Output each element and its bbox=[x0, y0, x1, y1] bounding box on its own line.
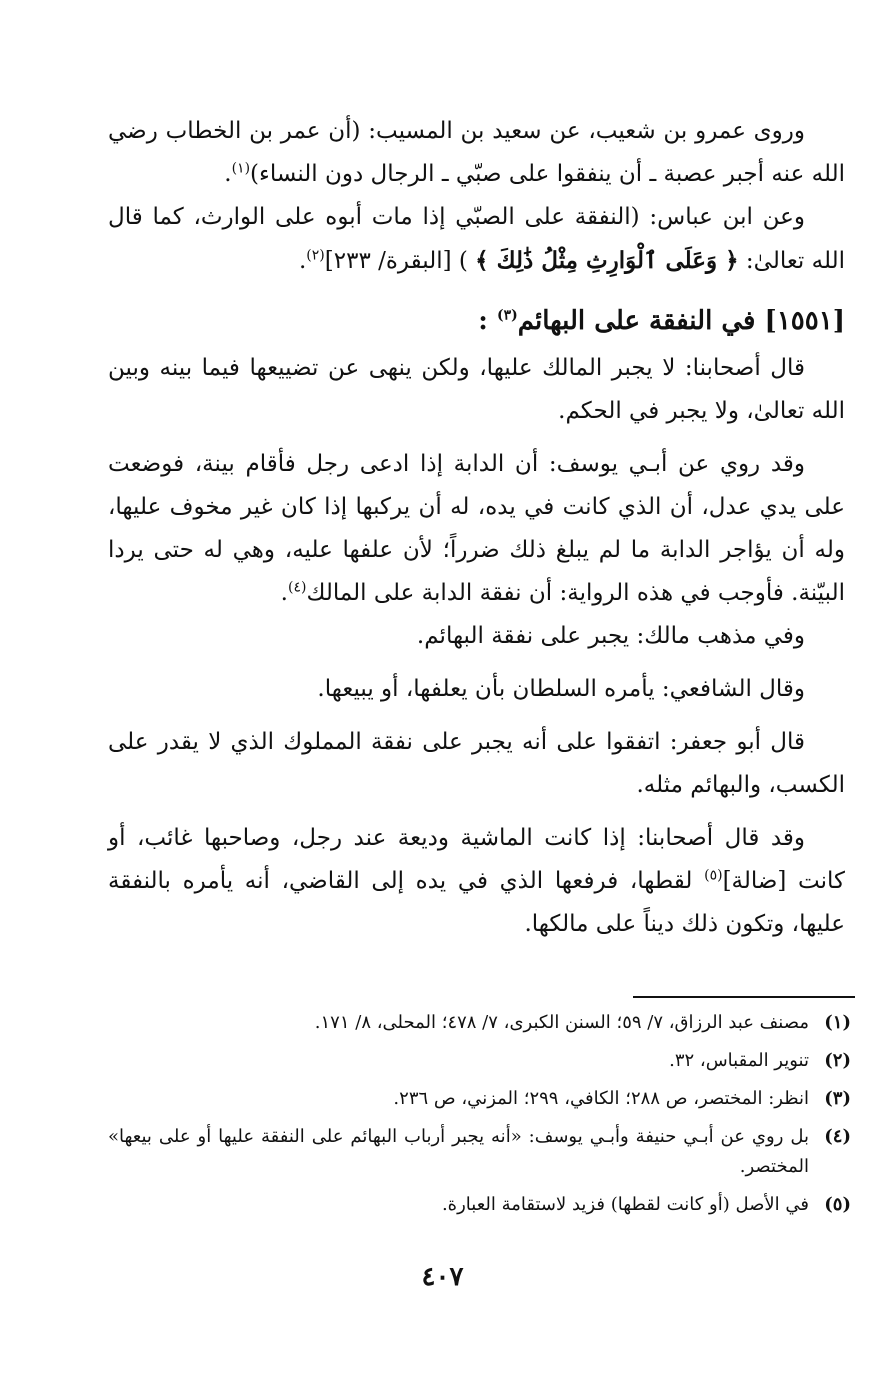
paragraph-text: وقد روي عن أبـي يوسف: أن الدابة إذا ادعى رجل فأقام بينة، فوضعت على يدي عدل، أن الذي كانت في يده، له أن يركبها إذا كان غير مخوف عليها، وله أن يؤاجر الدابة ما لم يبلغ ذلك ضرراً؛ لأن علفها عليه، وهي له حتى يردا البيّنة. فأوجب في هذه الرواية: أن نفقة الدابة على المالك bbox=[108, 451, 845, 606]
footnote-ref-3: (٣) bbox=[496, 307, 518, 324]
footnote-ref-2: (٢) bbox=[306, 247, 325, 264]
paragraph-ibn-abbas bbox=[108, 196, 845, 283]
footnote-separator bbox=[633, 996, 855, 998]
paragraph-text: وفي مذهب مالك: يجبر على نفقة البهائم. bbox=[416, 623, 805, 649]
footnote-ref-1: (١) bbox=[231, 160, 251, 177]
footnote-text: انظر: المختصر، ص ٢٨٨؛ الكافي، ٢٩٩؛ المزني، ص ٢٣٦. bbox=[393, 1088, 809, 1109]
paragraph-shafii bbox=[108, 668, 845, 711]
footnote-ref-4: (٤) bbox=[287, 579, 307, 596]
footnotes bbox=[108, 1008, 851, 1228]
footnote-number: (٣) bbox=[824, 1088, 851, 1109]
footnote-item bbox=[108, 1046, 851, 1076]
paragraph-end: . bbox=[224, 161, 232, 187]
footnote-number: (٥) bbox=[824, 1194, 851, 1215]
paragraph-malik bbox=[108, 615, 845, 658]
paragraph-end: . bbox=[280, 580, 288, 606]
section-colon: : bbox=[478, 306, 488, 336]
page-number: ٤٠٧ bbox=[421, 1262, 464, 1292]
footnote-number: (١) bbox=[824, 1012, 851, 1033]
footnote-item bbox=[108, 1122, 851, 1182]
paragraph-text: وروى عمرو بن شعيب، عن سعيد بن المسيب: (أن عمر بن الخطاب رضي الله عنه أجبر عصبة ـ أن ينفقوا على صبّي ـ الرجال دون النساء) bbox=[108, 118, 845, 187]
paragraph-livestock-deposit bbox=[108, 817, 845, 946]
footnote-ref-5: (٥) bbox=[704, 867, 723, 884]
paragraph-abu-yusuf bbox=[108, 443, 845, 615]
paragraph-text: قال أصحابنا: لا يجبر المالك عليها، ولكن ينهى عن تضييعها فيما بينه وبين الله تعالىٰ، ولا يجبر في الحكم. bbox=[108, 355, 845, 424]
footnote-item bbox=[108, 1190, 851, 1220]
footnote-text: مصنف عبد الرزاق، ٧/ ٥٩؛ السنن الكبرى، ٧/ ٤٧٨؛ المحلى، ٨/ ١٧١. bbox=[314, 1012, 809, 1033]
main-text bbox=[108, 110, 845, 946]
section-title: في النفقة على البهائم bbox=[517, 306, 756, 336]
paragraph-text: وقد قال أصحابنا: إذا كانت الماشية وديعة عند رجل، وصاحبها غائب، أو كانت [ضالة] bbox=[108, 825, 846, 894]
footnote-item bbox=[108, 1084, 851, 1114]
footnote-text: بل روي عن أبـي حنيفة وأبـي يوسف: «أنه يجبر أرباب البهائم على النفقة عليها أو على بيعها» المختصر. bbox=[108, 1126, 809, 1177]
section-heading bbox=[108, 301, 845, 341]
footnote-text: في الأصل (أو كانت لقطها) فزيد لاستقامة العبارة. bbox=[441, 1194, 809, 1215]
quran-verse: ﴿ وَعَلَى ٱلْوَارِثِ مِثْلُ ذَٰلِكَ ﴾ bbox=[475, 247, 739, 274]
footnote-number: (٤) bbox=[824, 1126, 851, 1147]
paragraph-abu-jafar bbox=[108, 721, 845, 807]
paragraph-ashabuna bbox=[108, 347, 845, 433]
section-number: [١٥٥١] bbox=[764, 306, 845, 336]
paragraph-text: وقال الشافعي: يأمره السلطان بأن يعلفها، أو يبيعها. bbox=[317, 676, 805, 702]
paragraph-text: قال أبو جعفر: اتفقوا على أنه يجبر على نفقة المملوك الذي لا يقدر على الكسب، والبهائم مثله. bbox=[108, 729, 845, 798]
footnote-item bbox=[108, 1008, 851, 1038]
paragraph-amr-ibn-shuayb bbox=[108, 110, 845, 196]
verse-citation: ) [البقرة/ ٢٣٣] bbox=[324, 248, 476, 274]
paragraph-text: وعن ابن عباس: (النفقة على الصبّي إذا مات أبوه على الوارث، كما قال الله تعالىٰ: bbox=[108, 204, 845, 274]
paragraph-end: . bbox=[298, 248, 307, 274]
footnote-text: تنوير المقباس، ٣٢. bbox=[669, 1050, 809, 1071]
paragraph-end: لقطها، فرفعها الذي في يده إلى القاضي، أنه يأمره بالنفقة عليها، وتكون ذلك ديناً على مالكها. bbox=[108, 868, 845, 937]
footnote-number: (٢) bbox=[824, 1050, 851, 1071]
